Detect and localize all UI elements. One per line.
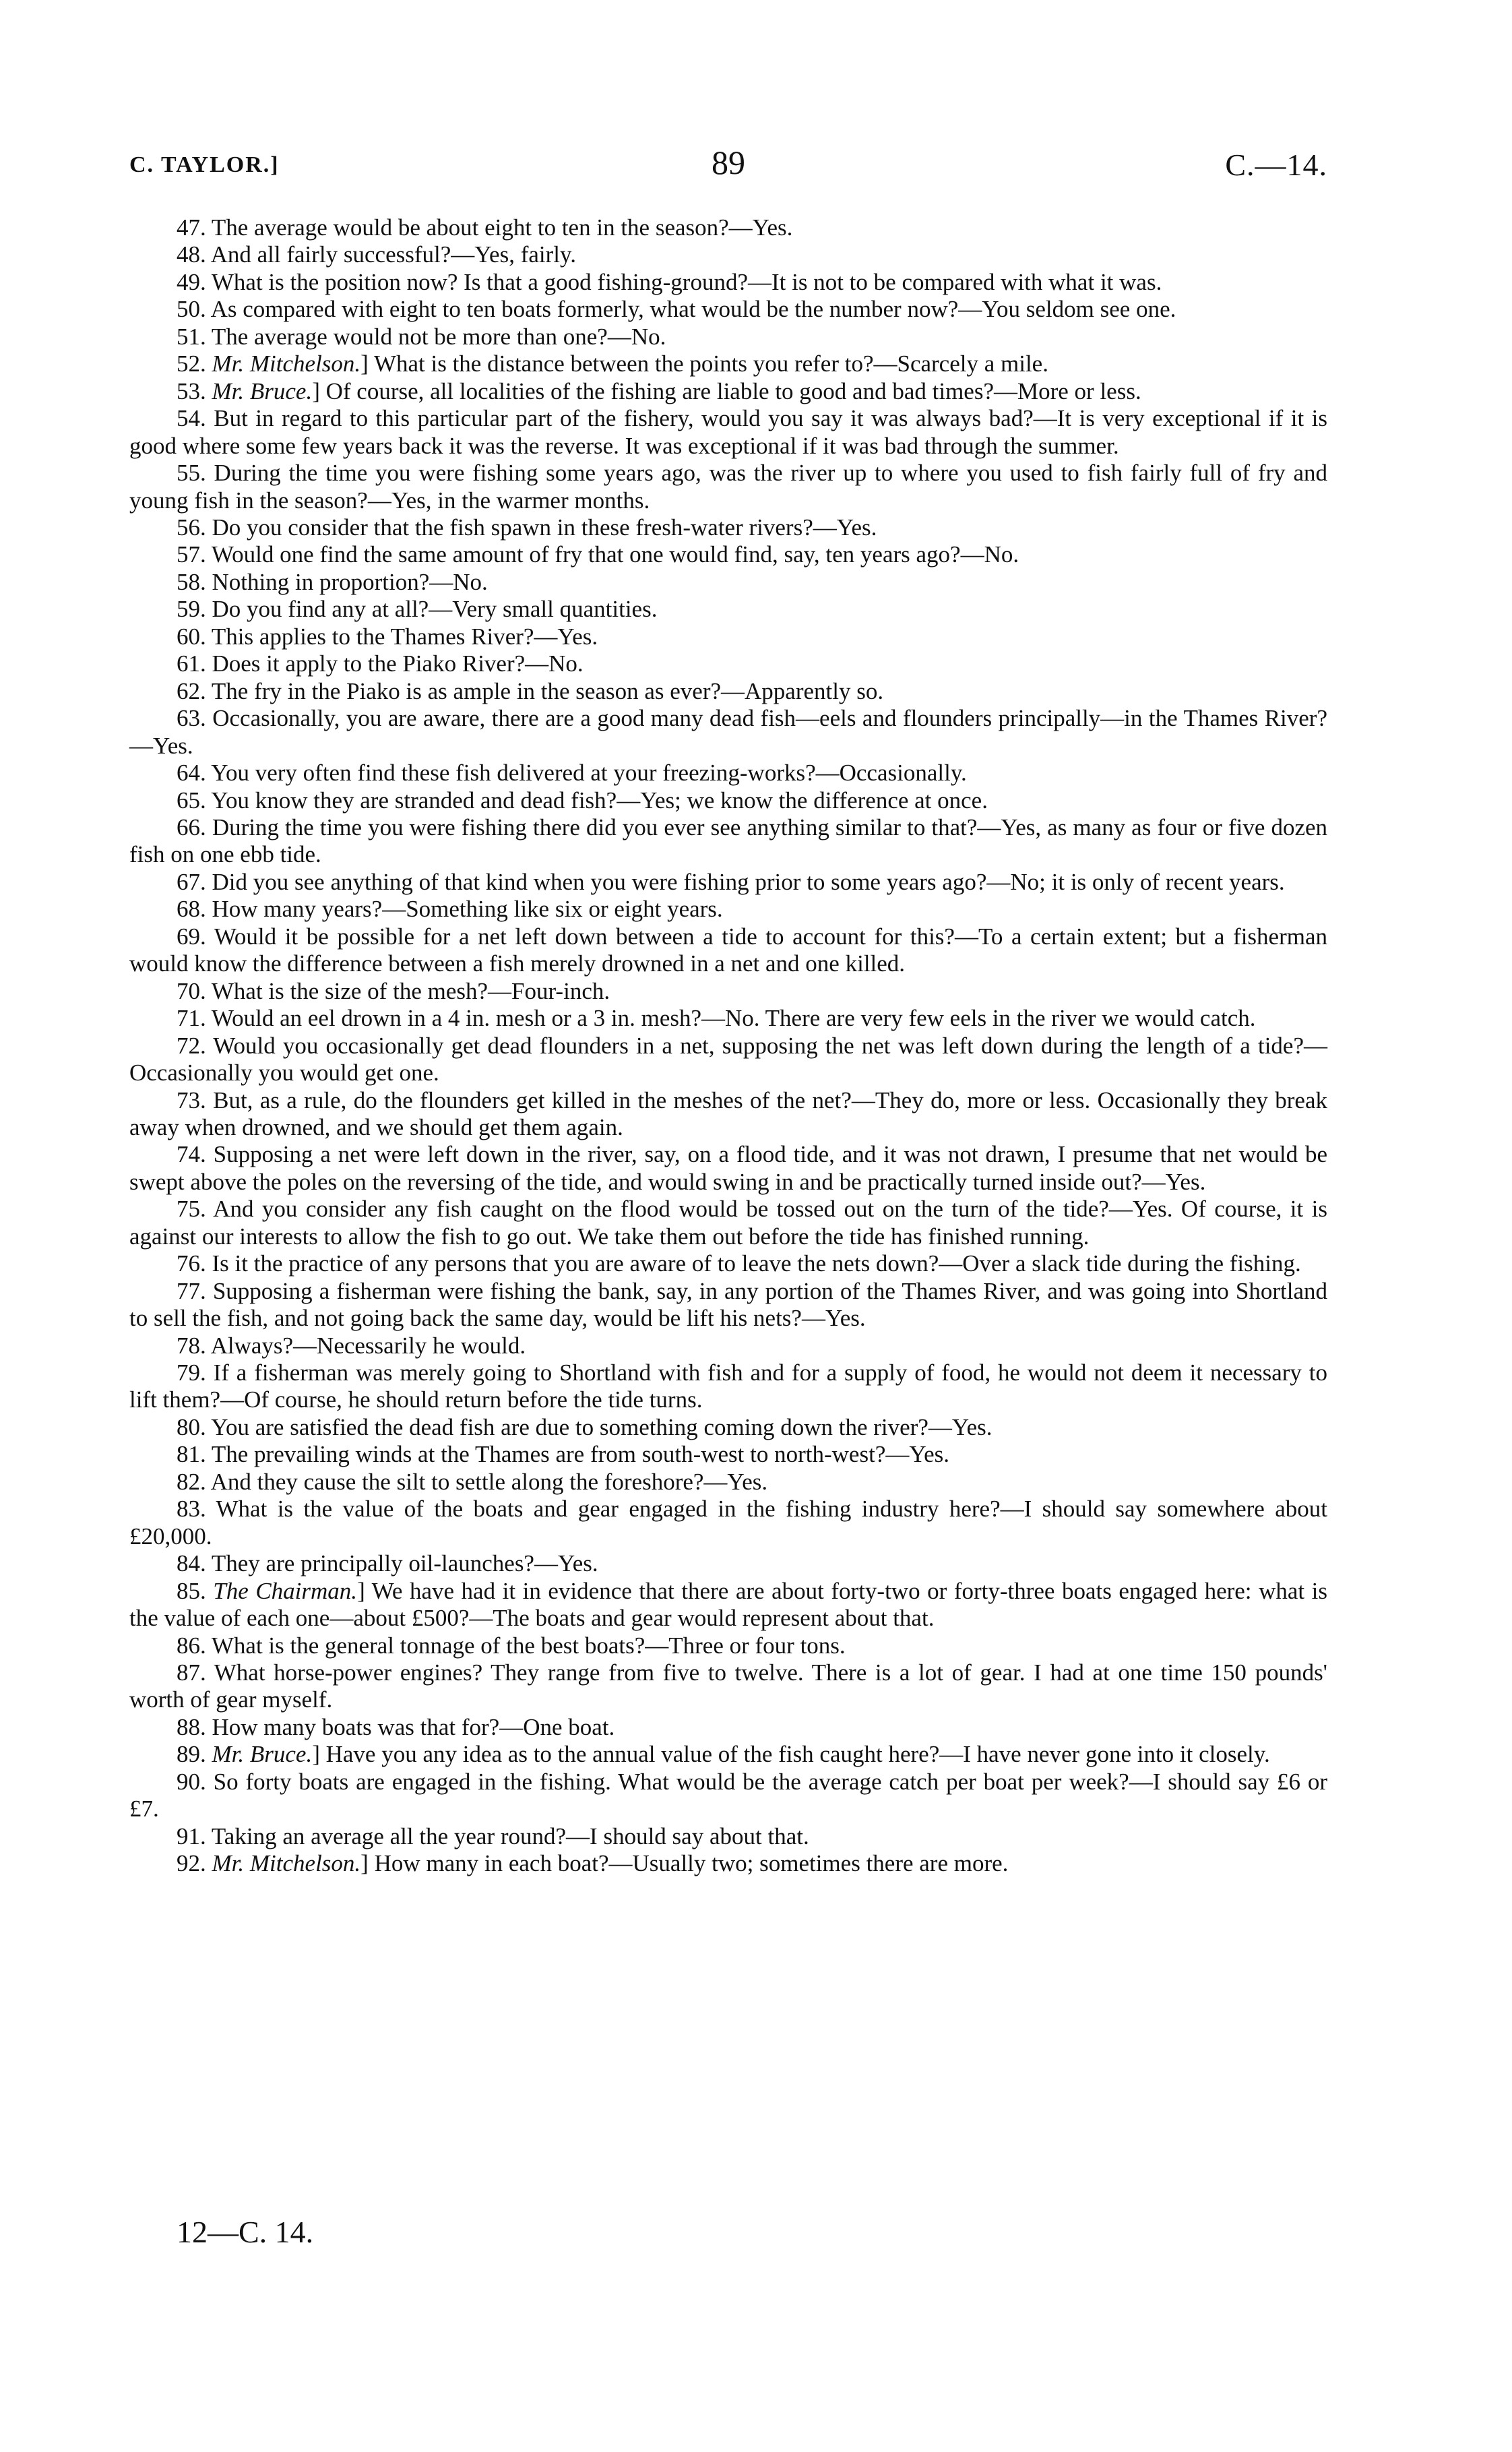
page-number: 89	[712, 144, 745, 181]
question-number: 47.	[177, 214, 212, 241]
question-answer-text: Occasionally, you are aware, there are a good many dead fish—eels and flounders principally—in the Thames River?—Yes.	[129, 705, 1327, 759]
question-answer-paragraph	[129, 269, 1327, 296]
question-answer-text: How many years?—Something like six or eight years.	[212, 896, 723, 923]
question-number: 78.	[177, 1332, 211, 1359]
question-number: 65.	[177, 787, 212, 814]
question-answer-text: Is it the practice of any persons that you are aware of to leave the nets down?—Over a slack tide during the fishing.	[212, 1250, 1301, 1277]
question-number: 75.	[177, 1196, 214, 1223]
question-answer-paragraph	[129, 869, 1327, 896]
question-answer-text: ] What is the distance between the points you refer to?—Scarcely a mile.	[360, 350, 1048, 377]
question-answer-paragraph	[129, 1659, 1327, 1714]
question-number: 73.	[177, 1086, 214, 1113]
question-number: 55.	[177, 460, 214, 487]
question-number: 80.	[177, 1413, 212, 1440]
question-answer-text: How many boats was that for?—One boat.	[212, 1713, 615, 1740]
question-answer-text: And all fairly successful?—Yes, fairly.	[210, 241, 576, 268]
question-answer-text: Would you occasionally get dead flounders in a net, supposing the net was left down during the length of a tide?—Occasionally you would get one.	[129, 1032, 1327, 1086]
question-answer-paragraph	[129, 1823, 1327, 1850]
question-number: 71.	[177, 1005, 212, 1032]
question-number: 58.	[177, 568, 212, 595]
question-answer-text: What is the general tonnage of the best boats?—Three or four tons.	[211, 1632, 846, 1659]
question-number: 54.	[177, 405, 214, 432]
question-answer-text: This applies to the Thames River?—Yes.	[211, 623, 598, 650]
question-answer-paragraph	[129, 1278, 1327, 1332]
question-answer-paragraph	[129, 814, 1327, 869]
question-answer-paragraph	[129, 541, 1327, 568]
question-answer-text: So forty boats are engaged in the fishing. What would be the average catch per boat per week?—I should say £6 or £7.	[129, 1768, 1327, 1822]
question-answer-paragraph	[129, 296, 1327, 323]
question-answer-paragraph	[129, 1469, 1327, 1496]
question-answer-paragraph	[129, 1414, 1327, 1441]
question-answer-paragraph	[129, 978, 1327, 1005]
question-number: 59.	[177, 596, 212, 623]
question-answer-paragraph	[129, 514, 1327, 541]
question-number: 83.	[177, 1496, 216, 1523]
question-answer-paragraph	[129, 405, 1327, 460]
question-answer-text: If a fisherman was merely going to Shortland with fish and for a supply of food, he would not deem it necessary to lift them?—Of course, he should return before the tide turns.	[129, 1359, 1328, 1413]
question-answer-text: Nothing in proportion?—No.	[212, 568, 488, 595]
question-number: 66.	[177, 814, 212, 840]
question-number: 69.	[177, 923, 214, 950]
question-answer-text: Would an eel drown in a 4 in. mesh or a 3 in. mesh?—No. There are very few eels in the river we would catch.	[211, 1005, 1256, 1032]
question-answer-paragraph	[129, 1850, 1327, 1877]
question-answer-paragraph	[129, 241, 1327, 268]
question-answer-paragraph	[129, 1769, 1327, 1823]
question-number: 87.	[177, 1659, 214, 1686]
question-answer-paragraph	[129, 1087, 1327, 1142]
page-header	[129, 144, 1327, 194]
question-number: 62.	[177, 677, 212, 704]
printer-signature: 12—C. 14.	[177, 2215, 314, 2249]
question-answer-paragraph	[129, 324, 1327, 350]
question-number: 64.	[177, 760, 212, 787]
question-answer-paragraph	[129, 1005, 1327, 1032]
question-answer-text: And you consider any fish caught on the flood would be tossed out on the turn of the tide?—Yes. Of course, it is against our interests to allow the fish to go out. We take them out before the tide has finished running.	[129, 1196, 1327, 1250]
question-answer-text: ] We have had it in evidence that there are about forty-two or forty-three boats engaged here: what is the value of each one—about £500?—The boats and gear would represent about that.	[129, 1577, 1328, 1632]
question-number: 56.	[177, 514, 212, 541]
question-answer-paragraph	[129, 1141, 1327, 1196]
question-answer-paragraph	[129, 760, 1327, 787]
question-number: 86.	[177, 1632, 212, 1659]
question-number: 92.	[177, 1850, 212, 1877]
speaker-name: Mr. Bruce.	[212, 377, 313, 404]
question-answer-paragraph	[129, 1250, 1327, 1277]
question-answer-text: The average would be about eight to ten in the season?—Yes.	[211, 214, 793, 241]
question-answer-text: ] Of course, all localities of the fishing are liable to good and bad times?—More or less.	[312, 377, 1141, 404]
question-number: 74.	[177, 1141, 214, 1168]
question-answer-paragraph	[129, 1632, 1327, 1659]
question-answer-text: As compared with eight to ten boats formerly, what would be the number now?—You seldom see one.	[210, 296, 1176, 323]
question-number: 88.	[177, 1713, 212, 1740]
speaker-name: Mr. Mitchelson.	[212, 1850, 361, 1877]
question-answer-text: During the time you were fishing there did you ever see anything similar to that?—Yes, as many as four or five dozen fish on one ebb tide.	[129, 814, 1328, 868]
question-answer-text: Supposing a fisherman were fishing the bank, say, in any portion of the Thames River, and was going into Shortland to sell the fish, and not going back the same day, would be lift his nets?—Yes.	[129, 1277, 1328, 1332]
question-number: 52.	[177, 350, 212, 377]
question-number: 63.	[177, 705, 213, 732]
question-answer-paragraph	[129, 1550, 1327, 1577]
question-answer-text: The fry in the Piako is as ample in the season as ever?—Apparently so.	[211, 677, 884, 704]
question-answer-paragraph	[129, 1196, 1327, 1250]
speaker-name: The Chairman.	[213, 1577, 358, 1604]
question-answer-paragraph	[129, 378, 1327, 405]
question-answer-text: What is the size of the mesh?—Four-inch.	[211, 977, 610, 1004]
question-number: 91.	[177, 1822, 212, 1849]
question-answer-paragraph	[129, 350, 1327, 377]
question-answer-paragraph	[129, 678, 1327, 705]
question-number: 61.	[177, 650, 212, 677]
question-answer-paragraph	[129, 596, 1327, 623]
question-number: 76.	[177, 1250, 212, 1277]
question-number: 57.	[177, 541, 212, 568]
question-number: 79.	[177, 1359, 214, 1386]
question-number: 89.	[177, 1741, 212, 1768]
document-reference: C.—14.	[1225, 148, 1327, 182]
question-answer-paragraph	[129, 569, 1327, 596]
question-answer-paragraph	[129, 1714, 1327, 1741]
question-answer-paragraph	[129, 923, 1327, 978]
question-answer-text: Does it apply to the Piako River?—No.	[212, 650, 584, 677]
question-answer-text: Would one find the same amount of fry that one would find, say, ten years ago?—No.	[211, 541, 1019, 568]
evidence-transcript	[129, 214, 1327, 1878]
question-answer-text: Did you see anything of that kind when you were fishing prior to some years ago?—No; it is only of recent years.	[212, 868, 1285, 895]
question-answer-paragraph	[129, 1033, 1327, 1087]
question-answer-text: Always?—Necessarily he would.	[210, 1332, 526, 1359]
question-answer-paragraph	[129, 1496, 1327, 1550]
question-answer-text: The average would not be more than one?—No.	[211, 323, 666, 350]
question-number: 50.	[177, 296, 211, 323]
question-number: 51.	[177, 323, 212, 350]
question-number: 48.	[177, 241, 211, 268]
question-answer-paragraph	[129, 214, 1327, 241]
witness-name-header: C. TAYLOR.]	[129, 152, 280, 177]
question-answer-paragraph	[129, 1741, 1327, 1768]
question-number: 90.	[177, 1768, 214, 1795]
question-answer-text: But, as a rule, do the flounders get killed in the meshes of the net?—They do, more or less. Occasionally they break away when drowned, and we should get them again.	[129, 1086, 1327, 1140]
question-number: 53.	[177, 377, 212, 404]
question-answer-paragraph	[129, 460, 1327, 514]
question-answer-text: What is the position now? Is that a good fishing-ground?—It is not to be compared with what it was.	[211, 268, 1162, 295]
question-number: 49.	[177, 268, 212, 295]
question-answer-paragraph	[129, 705, 1327, 760]
question-answer-text: During the time you were fishing some years ago, was the river up to where you used to fish fairly full of fry and young fish in the season?—Yes, in the warmer months.	[129, 460, 1327, 514]
question-answer-text: They are principally oil-launches?—Yes.	[211, 1550, 598, 1577]
question-answer-paragraph	[129, 896, 1327, 923]
question-answer-paragraph	[129, 1441, 1327, 1468]
question-number: 60.	[177, 623, 212, 650]
question-answer-text: Would it be possible for a net left down between a tide to account for this?—To a certain extent; but a fisherman would know the difference between a fish merely drowned in a net and one killed.	[129, 923, 1327, 977]
question-answer-text: You are satisfied the dead fish are due to something coming down the river?—Yes.	[211, 1413, 993, 1440]
question-answer-text: What horse-power engines? They range from five to twelve. There is a lot of gear. I had at one time 150 pounds' worth of gear myself.	[129, 1659, 1327, 1713]
question-number: 68.	[177, 896, 212, 923]
question-answer-paragraph	[129, 787, 1327, 814]
question-answer-paragraph	[129, 650, 1327, 677]
question-answer-text: What is the value of the boats and gear engaged in the fishing industry here?—I should say somewhere about £20,000.	[129, 1496, 1327, 1550]
question-answer-text: Supposing a net were left down in the river, say, on a flood tide, and it was not drawn, I presume that net would be swept above the poles on the reversing of the tide, and would swing in and be practically turned inside out?—Yes.	[129, 1141, 1327, 1195]
question-number: 85.	[177, 1577, 214, 1604]
question-answer-text: Do you find any at all?—Very small quantities.	[212, 596, 658, 623]
question-answer-text: You very often find these fish delivered at your freezing-works?—Occasionally.	[211, 760, 967, 787]
question-answer-text: And they cause the silt to settle along the foreshore?—Yes.	[210, 1468, 768, 1495]
question-answer-paragraph	[129, 1359, 1327, 1414]
question-number: 77.	[177, 1277, 213, 1304]
question-answer-paragraph	[129, 1332, 1327, 1359]
question-answer-text: You know they are stranded and dead fish?—Yes; we know the difference at once.	[211, 787, 988, 814]
question-number: 84.	[177, 1550, 212, 1577]
question-number: 67.	[177, 868, 212, 895]
question-number: 72.	[177, 1032, 214, 1059]
speaker-name: Mr. Bruce.	[212, 1741, 313, 1768]
question-number: 70.	[177, 977, 212, 1004]
question-number: 82.	[177, 1468, 211, 1495]
question-answer-text: Taking an average all the year round?—I should say about that.	[211, 1822, 809, 1849]
question-answer-text: The prevailing winds at the Thames are from south-west to north-west?—Yes.	[211, 1441, 950, 1468]
question-answer-paragraph	[129, 623, 1327, 650]
question-answer-text: ] Have you any idea as to the annual value of the fish caught here?—I have never gone into it closely.	[312, 1741, 1270, 1768]
question-answer-text: But in regard to this particular part of the fishery, would you say it was always bad?—It is very exceptional if it is good where some few years back it was the reverse. It was exceptional if it was bad through the summer.	[129, 405, 1327, 459]
speaker-name: Mr. Mitchelson.	[212, 350, 361, 377]
question-answer-paragraph	[129, 1578, 1327, 1632]
question-answer-text: Do you consider that the fish spawn in these fresh-water rivers?—Yes.	[212, 514, 877, 541]
question-answer-text: ] How many in each boat?—Usually two; sometimes there are more.	[360, 1850, 1009, 1877]
question-number: 81.	[177, 1441, 212, 1468]
